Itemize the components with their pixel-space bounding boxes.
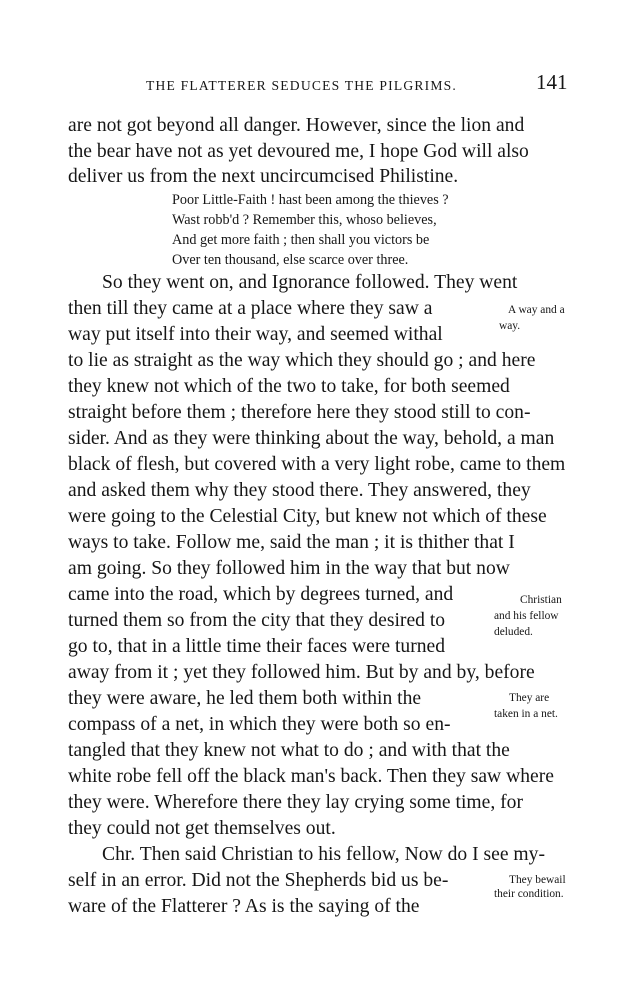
margin-note-line: They are bbox=[509, 692, 550, 704]
text-line: and asked them why they stood there. They answered, they bbox=[68, 480, 531, 501]
margin-note-line: A way and a bbox=[508, 304, 565, 316]
text-line: ware of the Flatterer ? As is the saying of the bbox=[68, 896, 420, 917]
margin-note-line: their condition. bbox=[494, 888, 564, 900]
margin-note-line: taken in a net. bbox=[494, 708, 558, 720]
text-line: are not got beyond all danger. However, since the lion and bbox=[68, 115, 525, 136]
text-line: they knew not which of the two to take, for both seemed bbox=[68, 376, 510, 397]
running-title: THE FLATTERER SEDUCES THE PILGRIMS. bbox=[146, 78, 457, 93]
text-line: white robe fell off the black man's back. Then they saw where bbox=[68, 766, 554, 787]
text-line: they could not get themselves out. bbox=[68, 818, 336, 839]
text-line: turned them so from the city that they desired to bbox=[68, 610, 446, 631]
text-line: they were aware, he led them both within the bbox=[68, 688, 422, 709]
text-line: the bear have not as yet devoured me, I hope God will also bbox=[68, 141, 529, 162]
margin-note-line: and his fellow bbox=[494, 610, 559, 622]
text-line: then till they came at a place where they saw a bbox=[68, 298, 433, 319]
margin-note-line: They bewail bbox=[509, 874, 566, 886]
text-line: tangled that they knew not what to do ; and with that the bbox=[68, 740, 510, 761]
verse-line: Wast robb'd ? Remember this, whoso believes, bbox=[172, 212, 437, 228]
text-line: compass of a net, in which they were both so en- bbox=[68, 714, 451, 735]
verse-line: Poor Little-Faith ! hast been among the thieves ? bbox=[172, 192, 449, 208]
margin-note-line: way. bbox=[499, 320, 521, 332]
text-line: self in an error. Did not the Shepherds bid us be- bbox=[68, 870, 449, 891]
text-line: Chr. Then said Christian to his fellow, Now do I see my- bbox=[102, 844, 545, 865]
text-line: sider. And as they were thinking about the way, behold, a man bbox=[68, 428, 555, 449]
text-line: So they went on, and Ignorance followed. They went bbox=[102, 272, 518, 293]
text-line: black of flesh, but covered with a very light robe, came to them bbox=[68, 454, 566, 475]
page-number: 141 bbox=[536, 70, 568, 94]
text-line: go to, that in a little time their faces were turned bbox=[68, 636, 446, 657]
text-line: straight before them ; therefore here they stood still to con- bbox=[68, 402, 531, 423]
text-line: to lie as straight as the way which they should go ; and here bbox=[68, 350, 536, 371]
verse-line: And get more faith ; then shall you victors be bbox=[172, 232, 430, 248]
text-line: deliver us from the next uncircumcised Philistine. bbox=[68, 166, 459, 187]
text-line: am going. So they followed him in the way that but now bbox=[68, 558, 510, 579]
text-line: away from it ; yet they followed him. But by and by, before bbox=[68, 662, 535, 683]
margin-note-line: Christian bbox=[520, 594, 562, 606]
text-line: way put itself into their way, and seemed withal bbox=[68, 324, 443, 345]
text-line: came into the road, which by degrees turned, and bbox=[68, 584, 454, 605]
text-line: were going to the Celestial City, but knew not which of these bbox=[68, 506, 547, 527]
text-line: ways to take. Follow me, said the man ; it is thither that I bbox=[68, 532, 515, 553]
text-line: they were. Wherefore there they lay crying some time, for bbox=[68, 792, 523, 813]
verse-line: Over ten thousand, else scarce over three. bbox=[172, 252, 409, 268]
margin-note-line: deluded. bbox=[494, 626, 533, 638]
